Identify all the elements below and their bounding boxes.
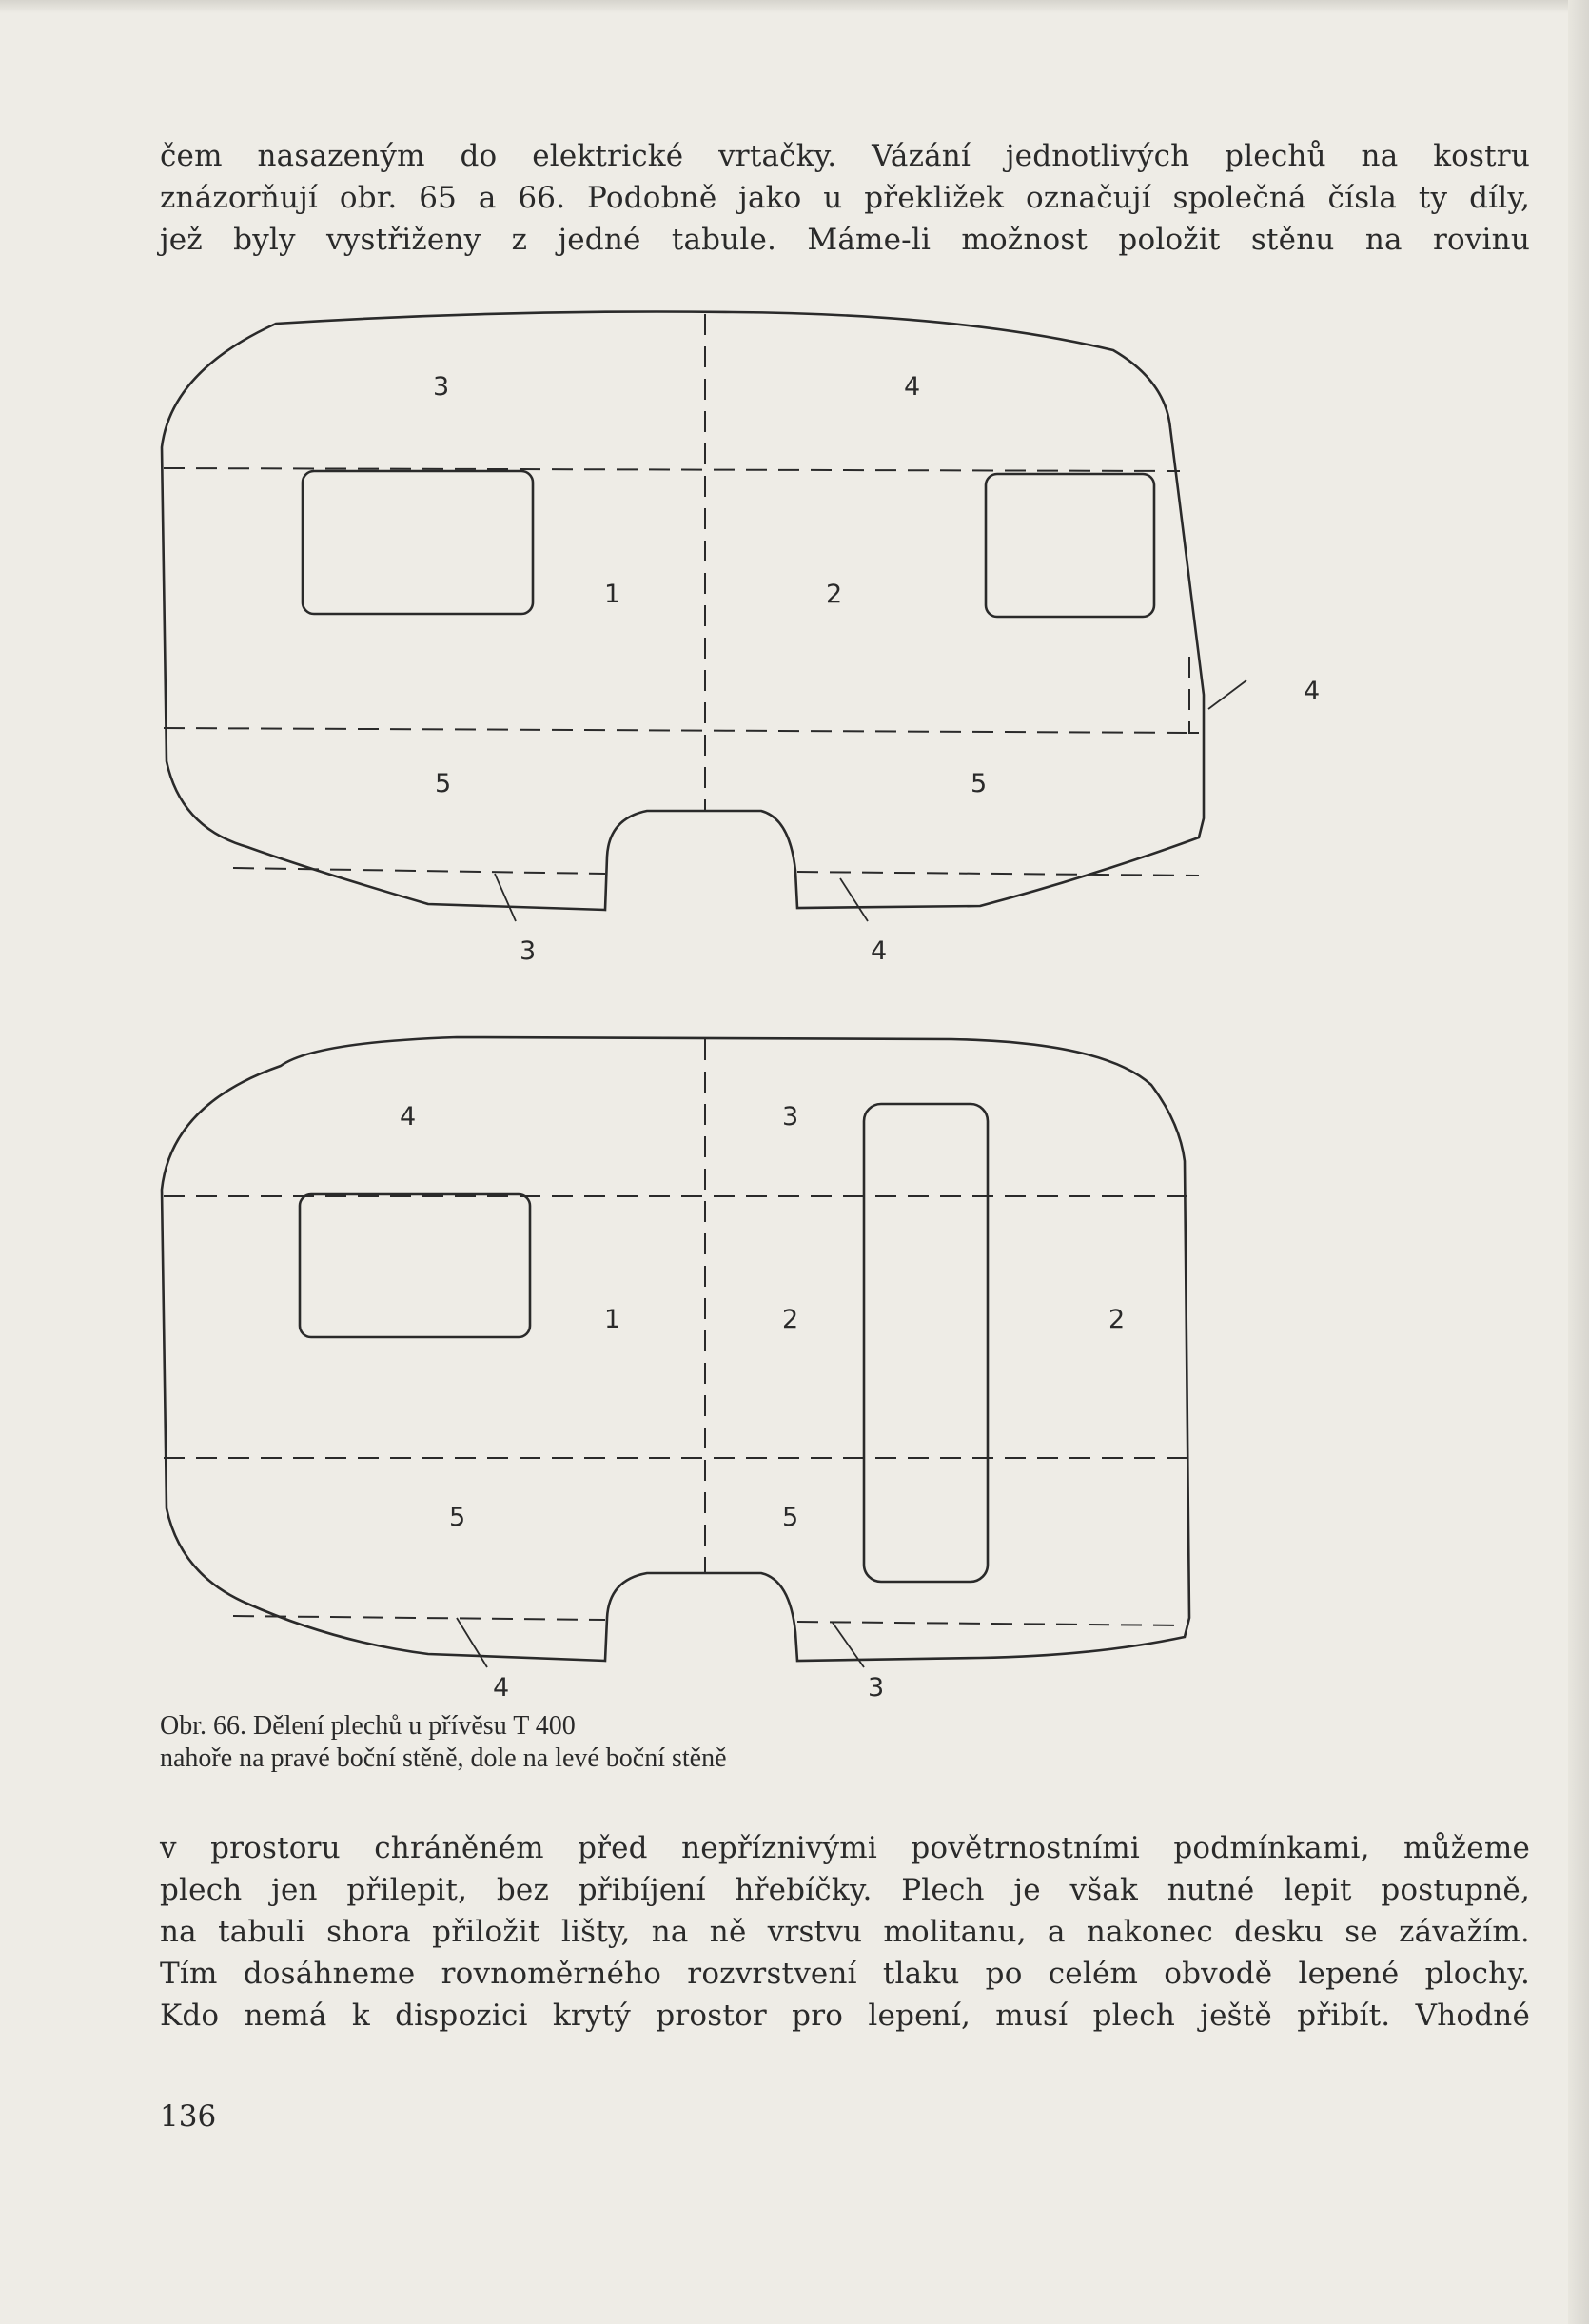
- text-line: Kdo nemá k dispozici krytý prostor pro lepení, musí plech ještě přibít. Vhodné: [160, 1999, 1530, 2033]
- caption-line: Obr. 66. Dělení plechů u přívěsu T 400: [160, 1711, 576, 1741]
- figure-caption: [160, 1710, 1111, 1775]
- part-label: 4: [871, 936, 888, 966]
- top-paragraph: [160, 135, 1530, 261]
- part-label: 1: [604, 580, 621, 609]
- part-label: 3: [868, 1673, 885, 1703]
- top-panel-lower-seam: [164, 728, 1199, 733]
- part-label: 1: [604, 1305, 621, 1334]
- top-panel-right-strip-seam: [1189, 657, 1199, 733]
- part-label: 3: [520, 936, 537, 966]
- part-label: 4: [904, 372, 921, 402]
- bottom-panel-window-left: [300, 1194, 530, 1337]
- top-panel-window-right: [986, 474, 1154, 617]
- leader-line: [495, 874, 516, 921]
- part-label: 5: [449, 1503, 466, 1532]
- text-line: Tím dosáhneme rovnoměrného rozvrstvení tlaku po celém obvodě lepené plochy.: [160, 1957, 1530, 1991]
- text-line: na tabuli shora přiložit lišty, na ně vrstvu molitanu, a nakonec desku se závažím.: [160, 1915, 1530, 1949]
- scan-page-edge: [1568, 0, 1589, 2324]
- part-label: 4: [493, 1673, 510, 1703]
- figure-66: [143, 305, 1321, 1732]
- leader-line: [457, 1618, 487, 1667]
- bottom-panel-bottom-right-seam: [797, 1622, 1185, 1625]
- top-panel-right-side-wall: [162, 312, 1320, 967]
- caption-line: nahoře na pravé boční stěně, dole na levé boční stěně: [160, 1743, 727, 1773]
- bottom-panel-left-side-wall: [162, 1037, 1189, 1703]
- part-label: 2: [1108, 1305, 1126, 1334]
- part-label: 5: [782, 1503, 799, 1532]
- text-line: plech jen přilepit, bez přibíjení hřebíčky. Plech je však nutné lepit postupně,: [160, 1873, 1530, 1907]
- text-line: čem nasazeným do elektrické vrtačky. Vázání jednotlivých plechů na kostru: [160, 139, 1530, 173]
- scan-top-shadow: [0, 0, 1589, 13]
- part-label: 4: [400, 1102, 417, 1132]
- part-label: 5: [435, 769, 452, 798]
- part-label: 4: [1304, 677, 1321, 706]
- part-label: 3: [782, 1102, 799, 1132]
- leader-line: [1208, 680, 1246, 709]
- sheet-division-diagram: [143, 305, 1321, 1732]
- top-panel-bottom-right-seam: [797, 872, 1199, 876]
- top-panel-bottom-left-seam: [233, 868, 605, 874]
- part-label: 3: [433, 372, 450, 402]
- leader-line: [840, 878, 868, 921]
- page-number: 136: [160, 2099, 217, 2134]
- bottom-paragraph: [160, 1827, 1530, 2037]
- text-line: znázorňují obr. 65 a 66. Podobně jako u překližek označují společná čísla ty díly,: [160, 181, 1530, 215]
- text-line: jež byly vystřiženy z jedné tabule. Máme-li možnost položit stěnu na rovinu: [160, 223, 1530, 257]
- part-label: 5: [971, 769, 988, 798]
- top-panel-window-left: [303, 471, 533, 614]
- bottom-panel-outline: [162, 1037, 1189, 1661]
- top-panel-outline: [162, 312, 1204, 911]
- part-label: 2: [826, 580, 843, 609]
- text-line: v prostoru chráněném před nepříznivými povětrnostními podmínkami, můžeme: [160, 1831, 1530, 1865]
- bottom-panel-door: [864, 1104, 988, 1582]
- part-label: 2: [782, 1305, 799, 1334]
